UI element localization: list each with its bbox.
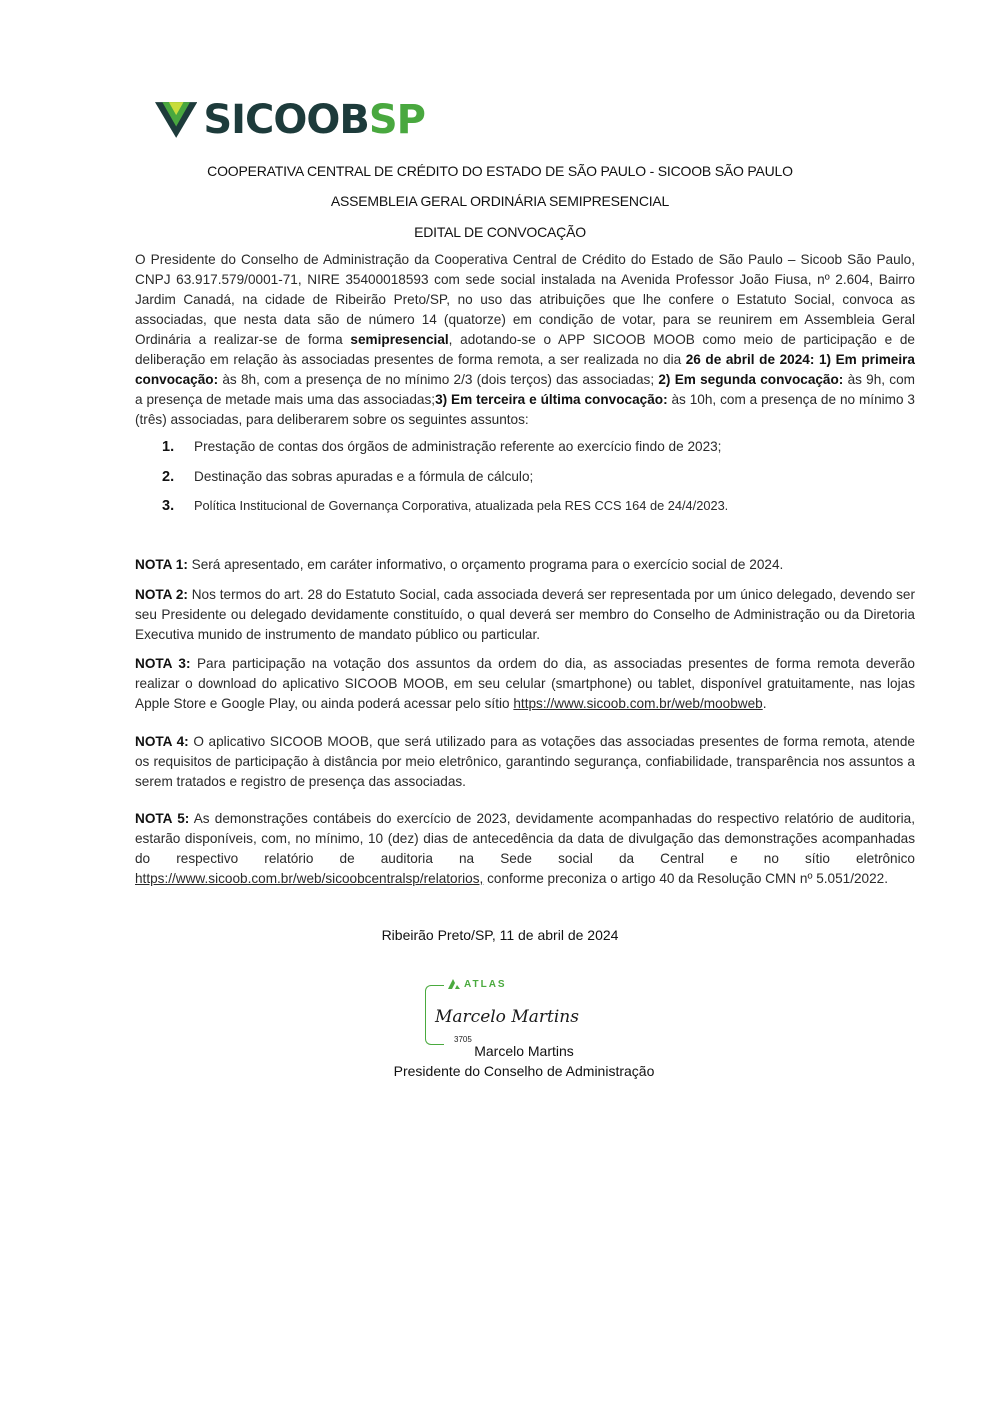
logo-text-sicoob: SICOOB (203, 97, 369, 143)
note-4-text: O aplicativo SICOOB MOOB, que será utilizado para as votações das associadas presentes de forma remota, atende os requisitos de participação à distância por meio eletrônico, garantindo segurança, confiabilidade, transparência nos assuntos a serem tratados e registro de presença das associadas. (135, 734, 915, 789)
note-3-label: NOTA 3: (135, 656, 191, 671)
note-3-text: Para participação na votação dos assuntos da ordem do dia, as associadas presentes de forma remota deverão realizar o download do aplicativo SICOOB MOOB, em seu celular (smartphone) ou tablet, disponível gratuitamente, nas lojas Apple Store e Google Play, ou ainda poderá acessar pelo sítio (135, 656, 915, 711)
atlas-stamp (447, 978, 507, 990)
electronic-signature-stamp (425, 978, 579, 1044)
intro-text-2: , adotando-se o APP SICOOB MOOB como meio de participação e de deliberação em relação às associadas presentes de forma remota, a ser realizada no dia (135, 332, 915, 367)
agenda-item-number: 1. (162, 439, 175, 455)
note-4 (135, 732, 915, 792)
signer-role: Presidente do Conselho de Administração (393, 1063, 655, 1079)
intro-text-1: O Presidente do Conselho de Administração da Cooperativa Central de Crédito do Estado de São Paulo – Sicoob São Paulo, CNPJ 63.917.579/0001-71, NIRE 35400018593 com sede social instalada na Avenida Professor João Fiusa, nº 2.604, Bairro Jardim Canadá, na cidade de Ribeirão Preto/SP, no uso das atribuições que lhe confere o Estatuto Social, convoca as associadas, que nesta data são de número 14 (quatorze) em condição de votar, para se reunirem em Assembleia Geral Ordinária a realizar-se de forma (135, 252, 915, 347)
note-2-label: NOTA 2: (135, 587, 188, 602)
intro-bold-semipresencial: semipresencial (350, 332, 449, 347)
place-and-date: Ribeirão Preto/SP, 11 de abril de 2024 (381, 927, 619, 943)
signer-name: Marcelo Martins (474, 1043, 574, 1059)
note-3-end: . (762, 696, 767, 711)
intro-bold-second-call: 2) Em segunda convocação: (658, 372, 844, 387)
intro-text-5: às 10h, com a presença de no mínimo 3 (três) associadas, para deliberarem sobre os seguintes assuntos: (135, 392, 915, 427)
agenda-item-number: 2. (162, 469, 175, 485)
logo-wordmark (203, 97, 425, 143)
atlas-brand-text: ATLAS (464, 978, 507, 990)
note-5 (135, 809, 915, 889)
agenda-item (162, 496, 922, 516)
note-4-label: NOTA 4: (135, 734, 189, 749)
agenda-item-text: Destinação das sobras apuradas e a fórmula de cálculo; (194, 469, 534, 484)
agenda-item-text: Política Institucional de Governança Corporativa, atualizada pela RES CCS 164 de 24/4/2023. (194, 498, 729, 513)
signature-code: 3705 (454, 1035, 472, 1044)
sicoob-sp-logo (155, 95, 425, 145)
note-2-text: Nos termos do art. 28 do Estatuto Social, cada associada deverá ser representada por um único delegado, devendo ser seu Presidente ou delegado devidamente constituído, o qual deverá ser membro do Conselho de Administração ou da Diretoria Executiva munido de instrumento de mandato público ou particular. (135, 587, 915, 642)
intro-text-4: às 9h, com a presença de metade mais uma das associadas; (135, 372, 915, 407)
atlas-logo-icon (447, 978, 461, 990)
note-1-label: NOTA 1: (135, 557, 188, 572)
assembly-type-heading: ASSEMBLEIA GERAL ORDINÁRIA SEMIPRESENCIAL (330, 193, 670, 209)
note-1 (135, 555, 915, 575)
agenda-item-number: 3. (162, 498, 175, 514)
note-1-text: Será apresentado, em caráter informativo, o orçamento programa para o exercício social de 2024. (187, 557, 784, 572)
intro-paragraph (135, 250, 915, 430)
note-5-label: NOTA 5: (135, 811, 190, 826)
reports-link[interactable]: https://www.sicoob.com.br/web/sicoobcentralsp/relatorios, (135, 871, 484, 886)
logo-text-sp: SP (368, 97, 425, 143)
note-2 (135, 585, 915, 645)
agenda-item (162, 467, 922, 487)
cooperative-name-heading: COOPERATIVA CENTRAL DE CRÉDITO DO ESTADO DE SÃO PAULO - SICOOB SÃO PAULO (207, 163, 793, 179)
intro-bold-first-call: 26 de abril de 2024: 1) Em primeira convocação: (135, 352, 915, 387)
document-title: EDITAL DE CONVOCAÇÃO (414, 224, 586, 240)
handwritten-signature: Marcelo Martins (435, 1007, 579, 1027)
intro-bold-third-call: 3) Em terceira e última convocação: (435, 392, 668, 407)
note-3 (135, 654, 915, 714)
note-5-text: As demonstrações contábeis do exercício de 2023, devidamente acompanhadas do respectivo relatório de auditoria, estarão disponíveis, com, no mínimo, 10 (dez) dias de antecedência da data de divulgação das demonstrações acompanhadas do respectivo relatório de auditoria na Sede social da Central e no sítio eletrônico (135, 811, 915, 866)
intro-text-3: às 8h, com a presença de no mínimo 2/3 (dois terços) das associadas; (218, 372, 659, 387)
note-5-end: conforme preconiza o artigo 40 da Resolução CMN nº 5.051/2022. (483, 871, 889, 886)
sicoob-triangle-icon (155, 96, 197, 144)
agenda-item (162, 437, 922, 457)
moobweb-link[interactable]: https://www.sicoob.com.br/web/moobweb (513, 696, 763, 711)
agenda-item-text: Prestação de contas dos órgãos de administração referente ao exercício findo de 2023; (194, 439, 722, 454)
